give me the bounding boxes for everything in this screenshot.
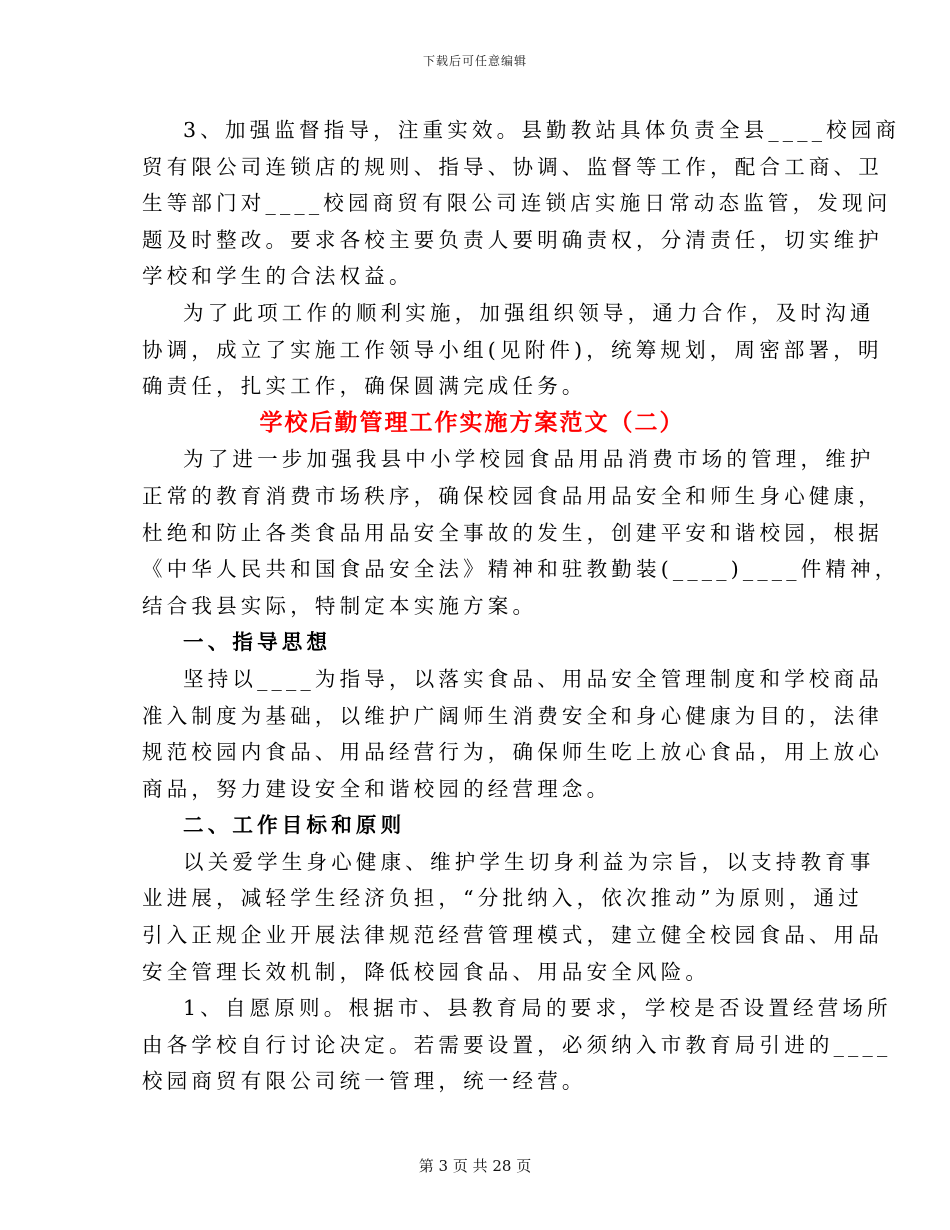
paragraph-line: 坚持以____为指导，以落实食品、用品安全管理制度和学校商品	[183, 666, 883, 691]
paragraph-line: 为了进一步加强我县中小学校园食品用品消费市场的管理，维护	[183, 447, 875, 472]
paragraph-line: 确责任，扎实工作，确保圆满完成任务。	[142, 374, 587, 399]
paragraph-line: 业进展，减轻学生经济负担，“分批纳入，依次推动”为原则，通过	[142, 886, 863, 911]
paragraph-line: 《中华人民共和国食品安全法》精神和驻教勤装(____)____件精神，	[142, 557, 900, 582]
paragraph-line: 学校和学生的合法权益。	[142, 264, 414, 289]
paragraph-line: 商品，努力建设安全和谐校园的经营理念。	[142, 776, 612, 801]
page-number: 第 3 页 共 28 页	[418, 1157, 532, 1175]
paragraph-line: 正常的教育消费市场秩序，确保校园食品用品安全和师生身心健康，	[142, 483, 883, 508]
section-title: 学校后勤管理工作实施方案范文（二）	[259, 408, 685, 436]
paragraph-line: 生等部门对____校园商贸有限公司连锁店实施日常动态监管，发现问	[142, 191, 892, 216]
heading-guiding-ideology: 一、指导思想	[183, 630, 332, 655]
paragraph-line: 3、加强监督指导，注重实效。县勤教站具体负责全县____校园商	[183, 118, 901, 142]
paragraph-line: 由各学校自行讨论决定。若需要设置，必须纳入市教育局引进的____	[142, 1032, 892, 1057]
header-note: 下载后可任意编辑	[422, 54, 527, 68]
paragraph-line: 杜绝和防止各类食品用品安全事故的发生，创建平安和谐校园，根据	[142, 520, 883, 545]
paragraph-line: 引入正规企业开展法律规范经营管理模式，建立健全校园食品、用品	[142, 923, 883, 948]
paragraph-line: 安全管理长效机制，降低校园食品、用品安全风险。	[142, 959, 711, 984]
paragraph-line: 以关爱学生身心健康、维护学生切身利益为宗旨，以支持教育事	[183, 849, 875, 874]
paragraph-line: 准入制度为基础，以维护广阔师生消费安全和身心健康为目的，法律	[142, 703, 883, 728]
paragraph-line: 为了此项工作的顺利实施，加强组织领导，通力合作，及时沟通	[183, 300, 875, 325]
heading-goals-principles: 二、工作目标和原则	[183, 813, 406, 838]
paragraph-line: 题及时整改。要求各校主要负责人要明确责权，分清责任，切实维护	[142, 227, 883, 252]
paragraph-line: 协调，成立了实施工作领导小组(见附件)，统筹规划，周密部署，明	[142, 337, 883, 362]
paragraph-line: 1、自愿原则。根据市、县教育局的要求，学校是否设置经营场所	[183, 996, 892, 1021]
document-body	[142, 112, 901, 1100]
paragraph-line: 规范校园内食品、用品经营行为，确保师生吃上放心食品，用上放心	[142, 740, 883, 765]
paragraph-line: 校园商贸有限公司统一管理，统一经营。	[142, 1069, 587, 1094]
paragraph-line: 贸有限公司连锁店的规则、指导、协调、监督等工作，配合工商、卫	[142, 154, 883, 179]
paragraph-line: 结合我县实际，特制定本实施方案。	[142, 593, 538, 618]
